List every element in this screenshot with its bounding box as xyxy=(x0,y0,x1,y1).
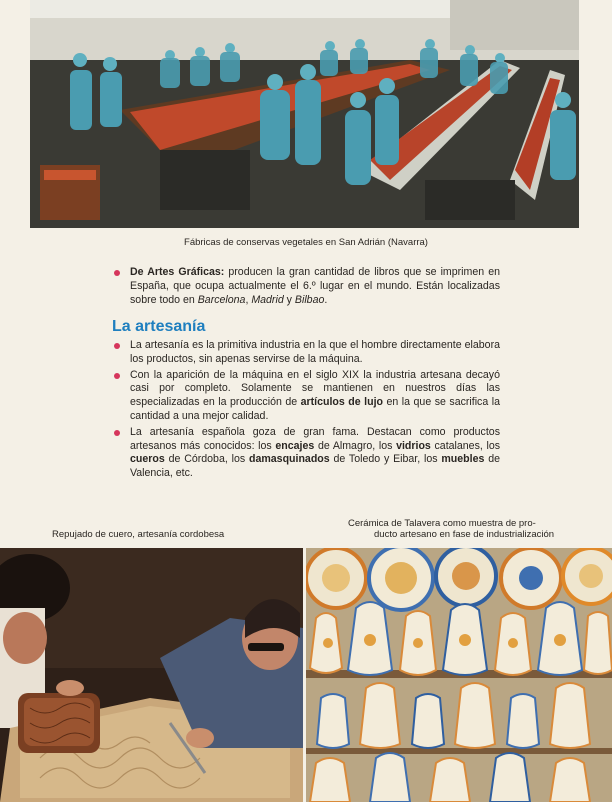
city-madrid: Madrid xyxy=(251,293,284,306)
bullet-artesania-fama xyxy=(114,426,500,481)
artes-graficas-block xyxy=(114,266,500,309)
leather-photo xyxy=(0,548,303,802)
artesania-p3-text: catalanes, los xyxy=(430,439,501,452)
factory-caption: Fábricas de conservas vegetales en San Adrián (Navarra) xyxy=(184,237,428,248)
term-cueros: cueros xyxy=(130,453,165,466)
bullet-dot xyxy=(114,343,120,349)
articulos-de-lujo: artículos de lujo xyxy=(300,396,383,409)
period: . xyxy=(324,293,328,306)
bullet-dot xyxy=(114,373,120,379)
factory-photo xyxy=(30,0,579,228)
section-heading-artesania: La artesanía xyxy=(112,318,206,335)
bullet-artesania-maquina xyxy=(114,369,500,424)
ceramics-caption xyxy=(348,518,580,540)
artes-graficas-text: producen la gran cantidad de libros que se imprimen en España, que ocupa actualmente el 6.º lugar en el mundo. Están localizadas sobre todo en xyxy=(130,266,500,306)
bullet-dot xyxy=(114,270,120,276)
artes-graficas-lead: De Artes Gráficas: xyxy=(130,266,225,278)
term-muebles: muebles xyxy=(441,453,485,466)
artesania-block xyxy=(114,339,500,483)
bullet-artesania-definition xyxy=(114,339,500,367)
ceramics-caption-line1: Cerámica de Talavera como muestra de pro- xyxy=(348,518,536,529)
city-barcelona: Barcelona xyxy=(197,293,246,306)
separator: y xyxy=(283,293,295,306)
artesania-p2-text: en la que se sacrifica la cantidad a una mejor calidad. xyxy=(130,396,500,422)
artesania-p3-text: de Toledo y Eibar, los xyxy=(329,453,442,466)
artesania-p1: La artesanía es la primitiva industria en la que el hombre directamente elabora los productos, sin apenas servirse de la máquina. xyxy=(130,339,500,365)
ceramics-caption-line2: ducto artesano en fase de industrialización xyxy=(374,529,555,540)
bullet-dot xyxy=(114,430,120,436)
artesania-p3-text: de Valencia, etc. xyxy=(130,453,500,480)
term-damasquinados: damasquinados xyxy=(249,453,330,466)
term-encajes: encajes xyxy=(275,439,315,452)
separator: , xyxy=(245,293,252,306)
leather-caption: Repujado de cuero, artesanía cordobesa xyxy=(52,529,225,540)
artesania-p3-text: de Córdoba, los xyxy=(164,453,249,466)
artesania-p2-text: Con la aparición de la máquina en el siglo XIX la industria artesana decayó casi por completo. Solamente se mantienen en nuestros días las especializadas en la producción de xyxy=(130,368,500,409)
artesania-p3-text: La artesanía española goza de gran fama. Destacan como productos artesanos más conocidos: los xyxy=(130,425,500,452)
city-bilbao: Bilbao xyxy=(294,293,325,306)
artesania-p3-text: de Almagro, los xyxy=(314,439,397,452)
ceramics-photo xyxy=(306,548,612,802)
term-vidrios: vidrios xyxy=(396,439,431,452)
bullet-artes-graficas xyxy=(114,266,500,307)
